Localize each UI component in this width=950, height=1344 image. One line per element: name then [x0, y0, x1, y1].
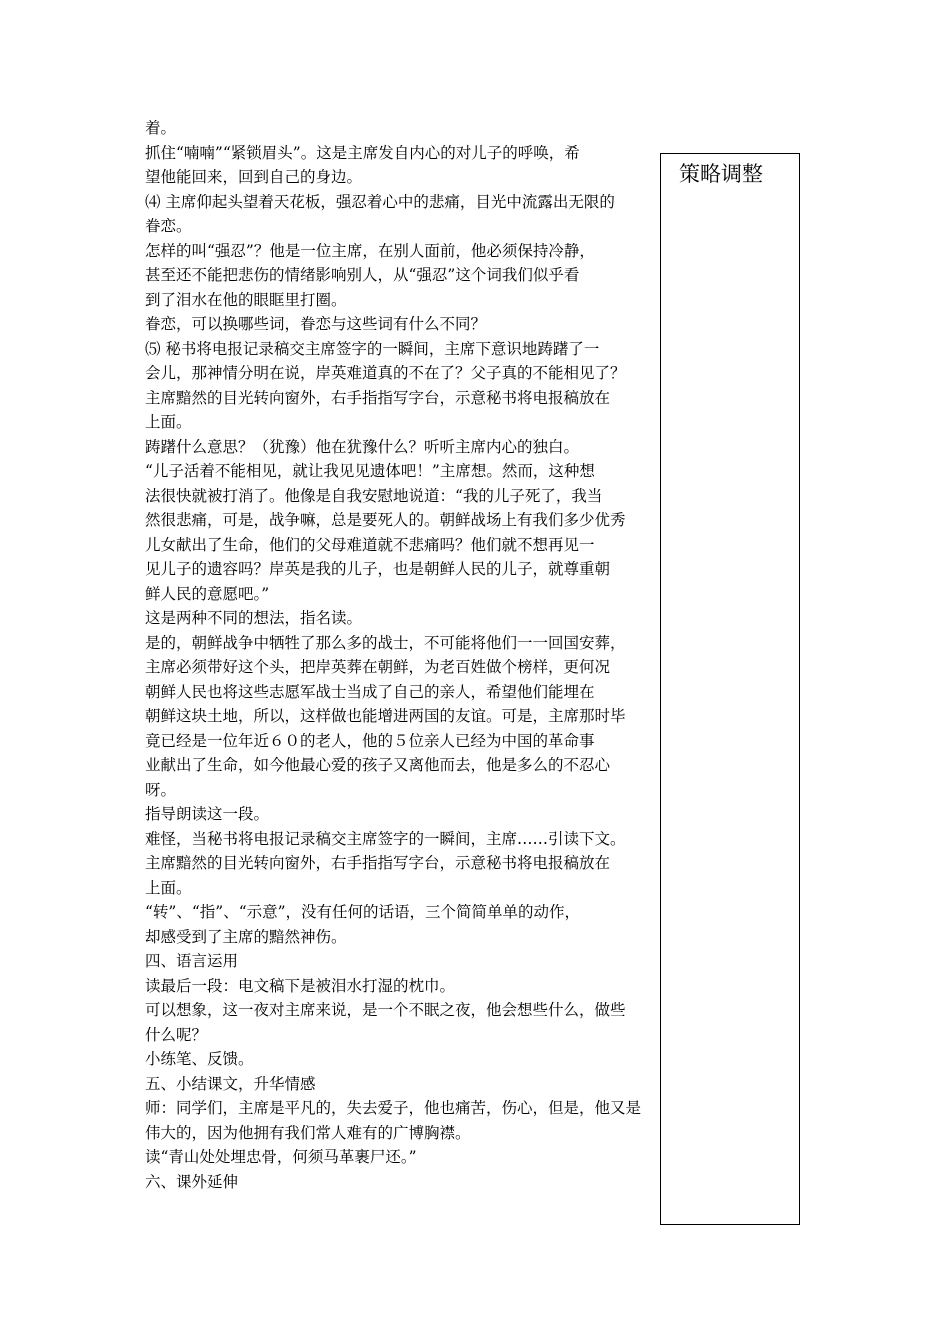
text-line: 然很悲痛，可是，战争嘛，总是要死人的。朝鲜战场上有我们多少优秀	[145, 511, 626, 529]
text-line: 上面。	[145, 413, 192, 431]
text-line: 六、课外延伸	[145, 1172, 239, 1191]
text-line: ⑸ 秘书将电报记录稿交主席签字的一瞬间，主席下意识地踌躇了一	[145, 339, 600, 358]
text-line: 却感受到了主席的黯然神伤。	[145, 927, 347, 946]
text-line: 甚至还不能把悲伤的情绪影响别人，从“强忍”这个词我们似乎看	[145, 266, 580, 284]
text-line: 主席必须带好这个头，把岸英葬在朝鲜，为老百姓做个榜样，更何况	[145, 658, 611, 676]
text-line: 呀。	[145, 780, 177, 799]
text-line: 朝鲜这块土地，所以，这样做也能增进两国的友谊。可是，主席那时毕	[145, 707, 626, 725]
text-line: 儿女献出了生命，他们的父母难道就不悲痛吗？他们就不想再见一	[145, 535, 595, 554]
text-line: 指导朗读这一段。	[145, 805, 270, 823]
lesson-text	[145, 116, 645, 1194]
text-line: 朝鲜人民也将这些志愿军战士当成了自己的亲人，希望他们能埋在	[145, 682, 595, 701]
text-line: “儿子活着不能相见，就让我见见遗体吧！”主席想。然而，这种想	[145, 462, 595, 480]
strategy-adjustment-box	[660, 153, 800, 1225]
text-line: 伟大的，因为他拥有我们常人难有的广博胸襟。	[145, 1123, 471, 1142]
text-line: 五、小结课文，升华情感	[145, 1074, 316, 1093]
text-line: “转”、“指”、“示意”，没有任何的话语，三个简简单单的动作，	[145, 903, 581, 921]
text-line: 四、语言运用	[145, 952, 239, 970]
text-line: 上面。	[145, 878, 192, 897]
text-line: 业献出了生命，如今他最心爱的孩子又离他而去，他是多么的不忍心	[145, 756, 611, 774]
text-line: 难怪，当秘书将电报记录稿交主席签字的一瞬间，主席……引读下文。	[145, 829, 626, 848]
strategy-adjustment-title: 策略调整	[679, 162, 763, 186]
text-line: 什么呢？	[145, 1025, 208, 1044]
text-line: 抓住“喃喃”“紧锁眉头”。这是主席发自内心的对儿子的呼唤，希	[145, 143, 580, 162]
text-line: 读“青山处处埋忠骨，何须马革裹尸还。”	[145, 1148, 417, 1166]
text-line: 主席黯然的目光转向窗外，右手指指写字台，示意秘书将电报稿放在	[145, 854, 611, 872]
text-line: 是的，朝鲜战争中牺牲了那么多的战士，不可能将他们一一回国安葬，	[145, 633, 626, 652]
text-line: 小练笔、反馈。	[145, 1050, 254, 1068]
text-line: ⑷ 主席仰起头望着天花板，强忍着心中的悲痛，目光中流露出无限的	[145, 192, 615, 211]
text-line: 师：同学们，主席是平凡的，失去爱子，他也痛苦，伤心，但是，他又是	[145, 1099, 642, 1117]
text-line: 法很快就被打消了。他像是自我安慰地说道：“我的儿子死了，我当	[145, 486, 603, 505]
text-line: 鲜人民的意愿吧。”	[145, 584, 270, 603]
text-line: 竟已经是一位年近６０的老人，他的５位亲人已经为中国的革命事	[145, 731, 595, 750]
text-line: 主席黯然的目光转向窗外，右手指指写字台，示意秘书将电报稿放在	[145, 388, 611, 407]
text-line: 怎样的叫“强忍”？他是一位主席，在别人面前，他必须保持冷静，	[145, 241, 595, 260]
text-line: 踌躇什么意思？（犹豫）他在犹豫什么？听听主席内心的独白。	[145, 437, 580, 456]
text-line: 这是两种不同的想法，指名读。	[145, 609, 363, 627]
text-line: 读最后一段：电文稿下是被泪水打湿的枕巾。	[145, 976, 456, 995]
text-line: 眷恋，可以换哪些词，眷恋与这些词有什么不同？	[145, 315, 487, 333]
text-line: 会儿，那神情分明在说，岸英难道真的不在了？父子真的不能相见了？	[145, 364, 626, 382]
text-line: 望他能回来，回到自己的身边。	[145, 168, 363, 186]
text-line: 眷恋。	[145, 217, 192, 235]
text-line: 可以想象，这一夜对主席来说，是一个不眠之夜，他会想些什么，做些	[145, 1001, 626, 1019]
text-line: 到了泪水在他的眼眶里打圈。	[145, 290, 347, 309]
text-line: 着。	[145, 119, 177, 137]
text-line: 见儿子的遗容吗？岸英是我的儿子，也是朝鲜人民的儿子，就尊重朝	[145, 560, 611, 578]
